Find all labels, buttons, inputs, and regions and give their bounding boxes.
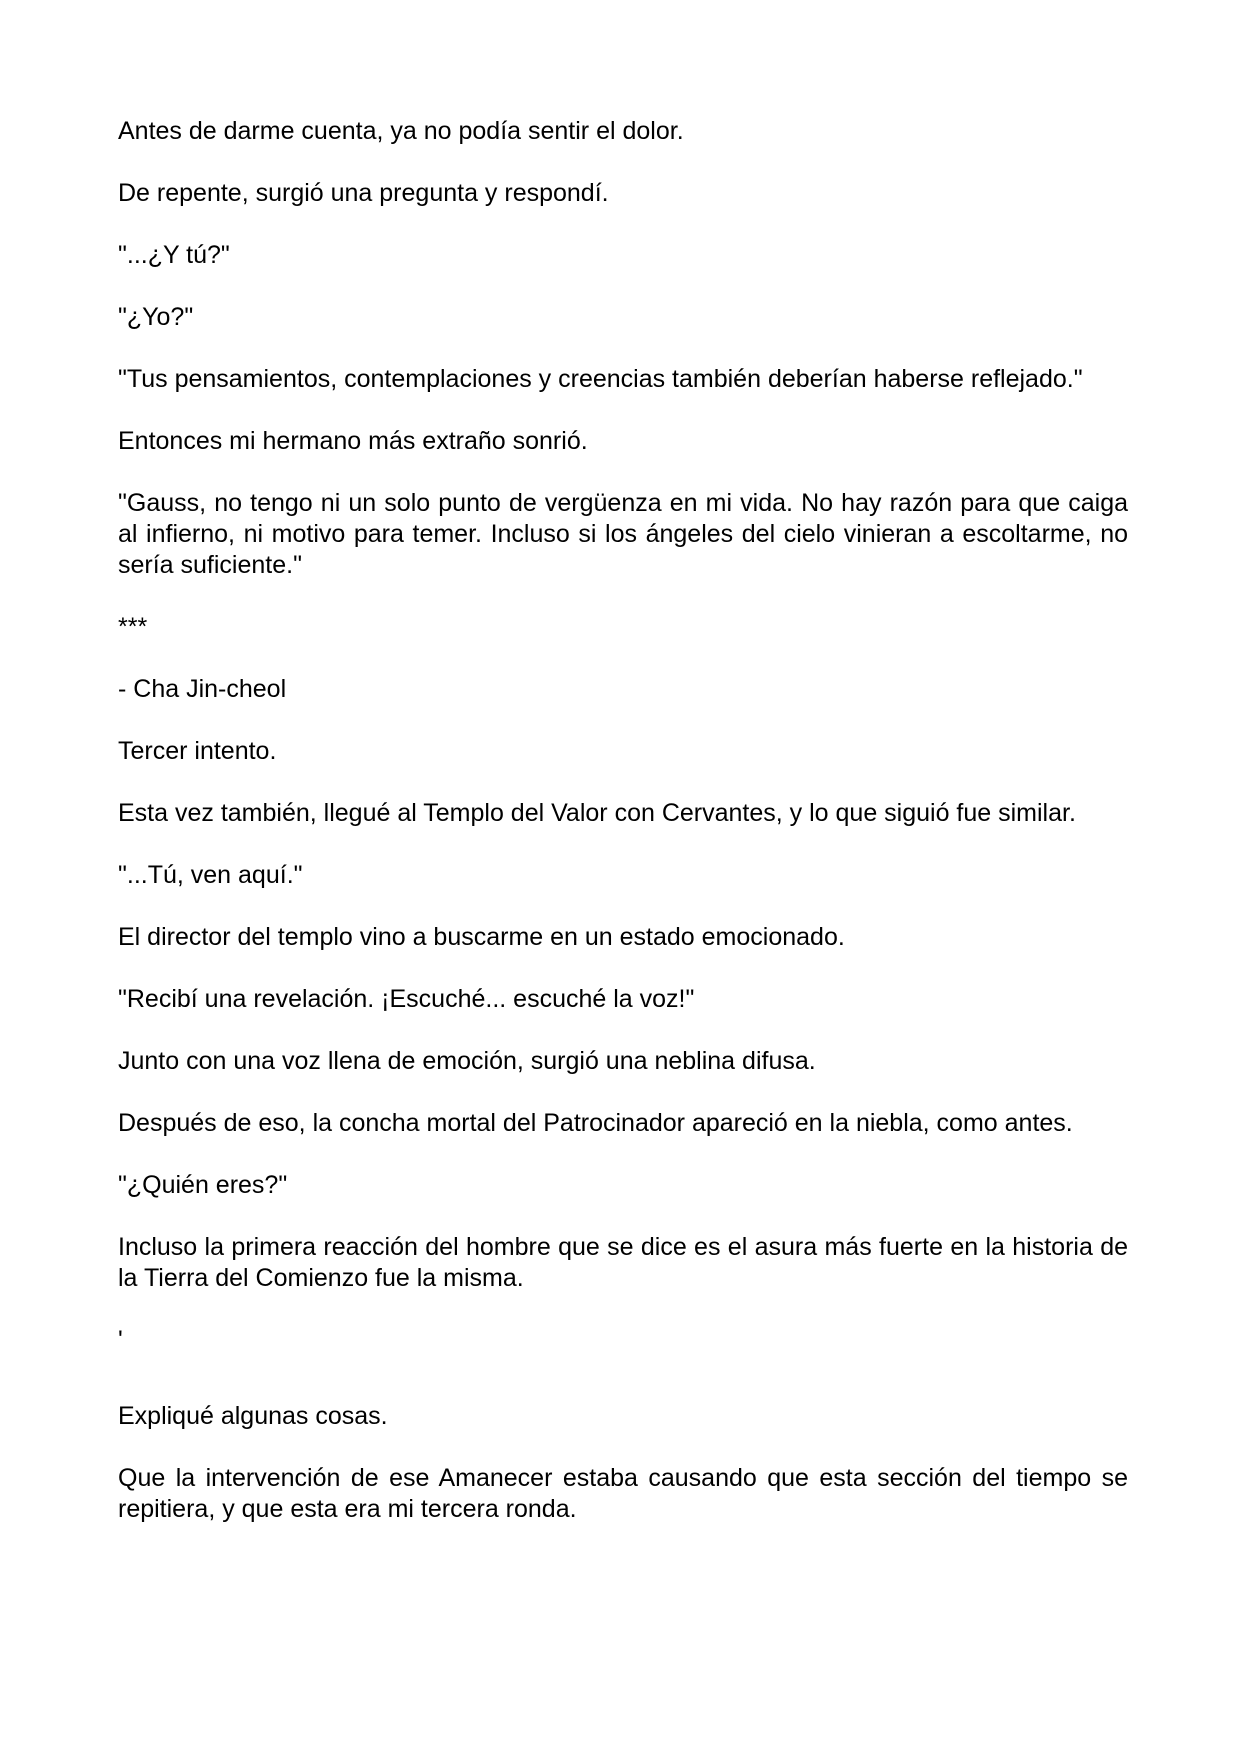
- paragraph: Junto con una voz llena de emoción, surgió una neblina difusa.: [118, 1047, 816, 1075]
- paragraph: "...¿Y tú?": [118, 241, 230, 269]
- paragraph: "Gauss, no tengo ni un solo punto de vergüenza en mi vida. No hay razón para que caiga al infierno, ni motivo para temer. Incluso si los ángeles del cielo vinieran a escoltarme, no sería suficiente.": [118, 489, 1135, 579]
- paragraph: - Cha Jin-cheol: [118, 675, 287, 703]
- paragraph: Después de eso, la concha mortal del Patrocinador apareció en la niebla, como antes.: [118, 1109, 1073, 1137]
- paragraph: "¿Yo?": [118, 303, 194, 331]
- paragraph: "¿Quién eres?": [118, 1171, 288, 1199]
- paragraph: De repente, surgió una pregunta y respondí.: [118, 179, 609, 207]
- paragraph: Tercer intento.: [118, 737, 277, 765]
- stray-mark: ': [118, 1326, 123, 1354]
- paragraph: Incluso la primera reacción del hombre que se dice es el asura más fuerte en la historia de la Tierra del Comienzo fue la misma.: [118, 1233, 1135, 1292]
- paragraph: Que la intervención de ese Amanecer estaba causando que esta sección del tiempo se repitiera, y que esta era mi tercera ronda.: [118, 1464, 1135, 1523]
- paragraph: "Recibí una revelación. ¡Escuché... escuché la voz!": [118, 985, 695, 1013]
- paragraph: Expliqué algunas cosas.: [118, 1402, 388, 1430]
- paragraph: Entonces mi hermano más extraño sonrió.: [118, 427, 588, 455]
- document-body: [118, 116, 1135, 1556]
- paragraph: "Tus pensamientos, contemplaciones y creencias también deberían haberse reflejado.": [118, 365, 1083, 393]
- paragraph: Esta vez también, llegué al Templo del Valor con Cervantes, y lo que siguió fue similar.: [118, 799, 1076, 827]
- paragraph: El director del templo vino a buscarme en un estado emocionado.: [118, 923, 845, 951]
- paragraph: "...Tú, ven aquí.": [118, 861, 303, 889]
- scene-break: ***: [118, 613, 148, 641]
- paragraph: Antes de darme cuenta, ya no podía sentir el dolor.: [118, 117, 684, 145]
